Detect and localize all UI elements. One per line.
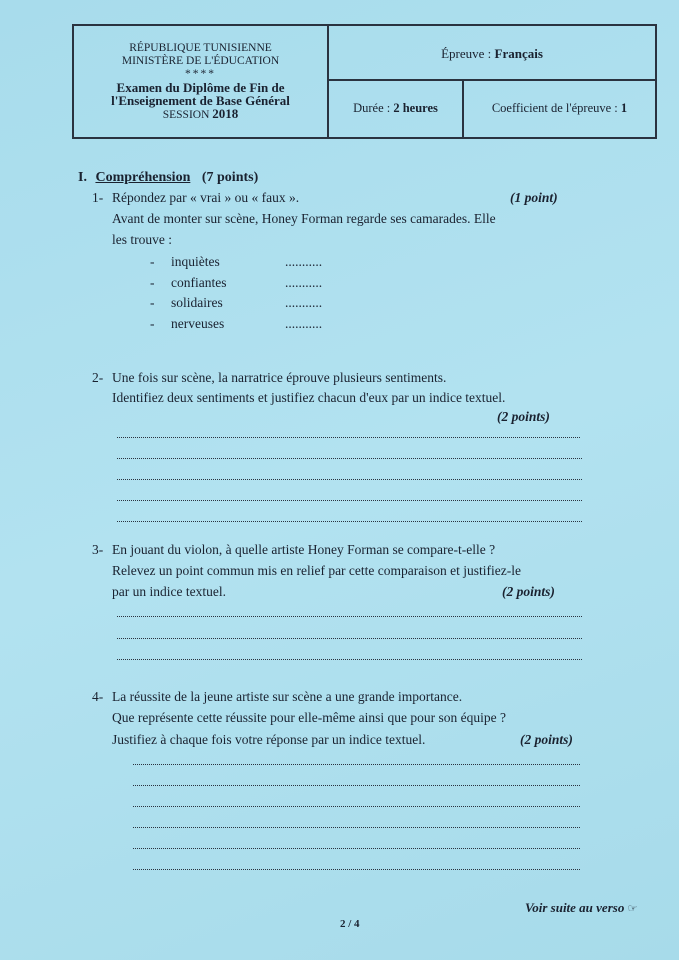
republic: RÉPUBLIQUE TUNISIENNE (129, 42, 272, 54)
session-year: 2018 (212, 106, 239, 121)
q1-item-label: solidaires (171, 295, 223, 310)
duree-value: 2 heures (393, 101, 438, 115)
page-number: 2 / 4 (340, 918, 360, 930)
epreuve-value: Français (494, 46, 543, 61)
q2-line1: Une fois sur scène, la narratrice éprouve plusieurs sentiments. (112, 370, 447, 385)
coef-label: Coefficient de l'épreuve : (491, 101, 618, 115)
list-dash: - (150, 315, 155, 331)
pointing-hand-icon: ☞ (627, 903, 638, 915)
q2-number: 2- (92, 370, 104, 385)
answer-line[interactable] (133, 806, 580, 807)
q1-item-answer-blank[interactable]: ........... (285, 315, 323, 331)
q2-points: (2 points) (497, 409, 550, 424)
duration-cell (329, 81, 464, 137)
q3-line1: En jouant du violon, à quelle artiste Honey Forman se compare-t-elle ? (112, 542, 496, 557)
section-heading (78, 170, 258, 186)
ministry: MINISTÈRE DE L'ÉDUCATION (121, 55, 280, 67)
epreuve-label: Épreuve : (441, 46, 492, 61)
exam-header-table (72, 24, 657, 139)
q1-item-label: nerveuses (171, 315, 225, 331)
q3-number: 3- (92, 542, 104, 557)
answer-line[interactable] (133, 764, 580, 765)
q1-points: (1 point) (510, 190, 558, 205)
list-dash: - (150, 274, 155, 290)
answer-line[interactable] (117, 659, 582, 660)
q1-item-answer-blank[interactable]: ........... (285, 274, 323, 290)
q3-line3: par un indice textuel. (112, 584, 226, 599)
q1-item-answer-blank[interactable]: ........... (285, 295, 323, 310)
q4-points: (2 points) (520, 732, 573, 747)
answer-line[interactable] (133, 869, 580, 870)
q1-number: 1- (92, 190, 104, 205)
section-number: I. (78, 170, 87, 185)
section-title: Compréhension (95, 170, 191, 185)
q4-line1: La réussite de la jeune artiste sur scène a une grande importance. (112, 689, 463, 704)
q4-line3: Justifiez à chaque fois votre réponse par un indice textuel. (112, 732, 426, 747)
duree-label: Durée : (353, 101, 391, 115)
exam-title-1: Examen du Diplôme de Fin de (116, 80, 285, 95)
q2-line2: Identifiez deux sentiments et justifiez chacun d'eux par un indice textuel. (112, 390, 506, 405)
coefficient-cell (464, 81, 655, 137)
answer-line[interactable] (117, 458, 582, 459)
answer-line[interactable] (117, 616, 582, 617)
stars: **** (185, 68, 216, 80)
q4-line2: Que représente cette réussite pour elle-même ainsi que pour son équipe ? (112, 710, 506, 725)
q1-item-answer-blank[interactable]: ........... (285, 254, 323, 269)
q4-number: 4- (92, 689, 104, 704)
q1-line2: les trouve : (112, 232, 172, 247)
answer-line[interactable] (117, 638, 582, 639)
q1-prompt: Répondez par « vrai » ou « faux ». (112, 190, 300, 205)
answer-line[interactable] (117, 437, 580, 438)
institution-cell (74, 26, 329, 137)
list-dash: - (150, 295, 155, 310)
answer-line[interactable] (117, 500, 582, 501)
q1-item-label: confiantes (171, 274, 227, 290)
answer-line[interactable] (133, 785, 580, 786)
exam-title-2: l'Enseignement de Base Général (111, 93, 290, 108)
answer-line[interactable] (117, 479, 582, 480)
coef-value: 1 (620, 101, 628, 115)
list-dash: - (150, 254, 155, 269)
q1-line1: Avant de monter sur scène, Honey Forman regarde ses camarades. Elle (112, 211, 496, 226)
answer-line[interactable] (133, 848, 580, 849)
answer-line[interactable] (117, 521, 582, 522)
section-points: (7 points) (201, 170, 259, 185)
q1-item-label: inquiètes (171, 254, 220, 269)
session-label: SESSION (162, 109, 210, 121)
q3-points: (2 points) (502, 584, 555, 599)
subject-cell (329, 26, 655, 81)
continue-text: Voir suite au verso (525, 900, 625, 915)
answer-line[interactable] (133, 827, 580, 828)
q3-line2: Relevez un point commun mis en relief par cette comparaison et justifiez-le (112, 563, 521, 578)
continue-note (525, 900, 637, 916)
